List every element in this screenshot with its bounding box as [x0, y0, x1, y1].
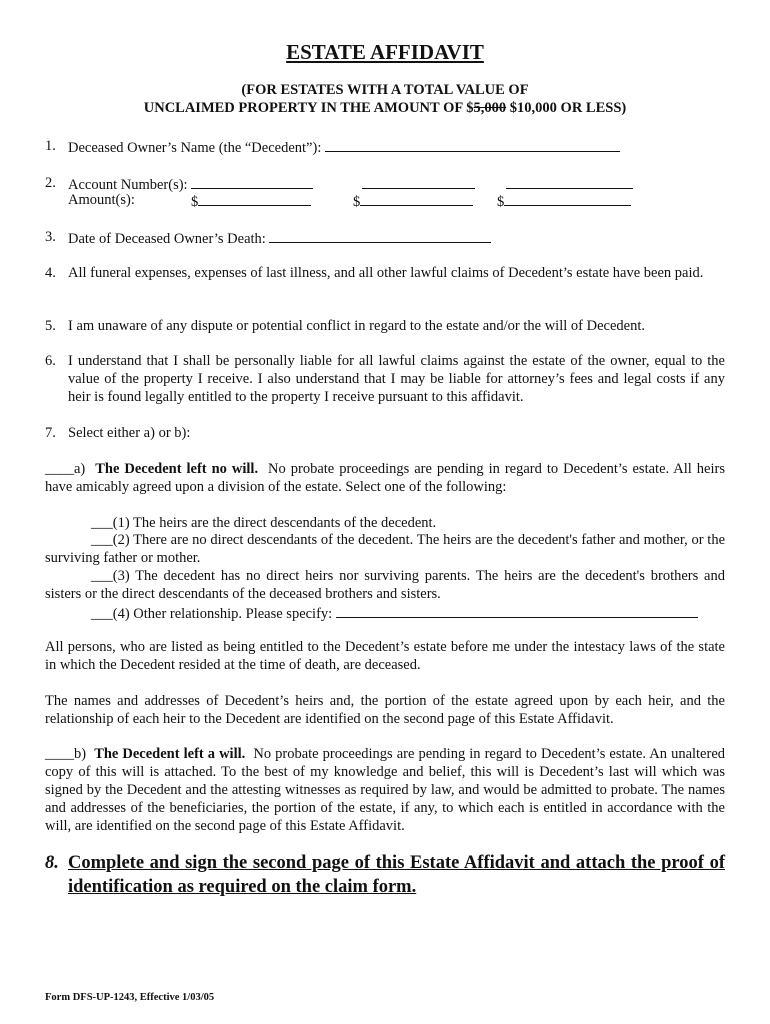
choice-4: ___(4) Other relationship. Please specify:: [91, 603, 698, 623]
struck-amount: 5,000: [473, 100, 507, 116]
choice-1: ___(1) The heirs are the direct descendants of the decedent.: [91, 515, 437, 531]
item-5-number: 5.: [45, 318, 56, 334]
death-date-label: Date of Deceased Owner’s Death:: [68, 228, 491, 248]
account-number-field-1[interactable]: [191, 174, 313, 189]
item-2-number: 2.: [45, 175, 56, 191]
option-b-heading: The Decedent left a will.: [94, 746, 246, 762]
other-relationship-field[interactable]: [336, 603, 698, 618]
choice-3-checkbox[interactable]: ___: [91, 568, 113, 584]
item-6-number: 6.: [45, 353, 56, 369]
amount-field-2[interactable]: [360, 191, 473, 206]
item-4-number: 4.: [45, 265, 56, 281]
choice-2: ___(2) There are no direct descendants of the decedent. The heirs are the decedent's father and mother, or the surviving father or mother.: [45, 532, 725, 566]
choice-4-checkbox[interactable]: ___: [91, 606, 113, 622]
item-4-text: All funeral expenses, expenses of last illness, and all other lawful claims of Decedent’s estate have been paid.: [68, 265, 704, 281]
item-6-text: I understand that I shall be personally liable for all lawful claims against the estate of the owner, equal to the value of the property I receive. I also understand that I may be liable for attorney’s fees and legal costs if any heir is found legally entitled to the property I receive pursuant to this affidavit.: [68, 353, 725, 405]
subtitle-line-2: UNCLAIMED PROPERTY IN THE AMOUNT OF $5,000 $10,000 OR LESS): [143, 100, 627, 116]
item-3-number: 3.: [45, 229, 56, 245]
choice-3: ___(3) The decedent has no direct heirs nor surviving parents. The heirs are the decedent's brothers and sisters or the direct descendants of the deceased brothers and sisters.: [45, 568, 725, 602]
option-b-checkbox[interactable]: ____: [45, 746, 74, 762]
subtitle-line-1: (FOR ESTATES WITH A TOTAL VALUE OF: [241, 82, 529, 98]
amount-3: $: [497, 191, 631, 211]
option-a-checkbox[interactable]: ____: [45, 461, 74, 477]
amount-label: Amount(s):: [68, 192, 135, 208]
form-footer: Form DFS-UP-1243, Effective 1/03/05: [45, 992, 215, 1003]
account-number-field-2[interactable]: [362, 174, 475, 189]
item-5-text: I am unaware of any dispute or potential conflict in regard to the estate and/or the will of Decedent.: [68, 318, 645, 334]
decedent-name-field[interactable]: [325, 137, 620, 152]
account-number-label: Account Number(s):: [68, 174, 313, 194]
item-8-number: 8.: [45, 853, 59, 873]
option-b-paragraph: ____b) The Decedent left a will. No probate proceedings are pending in regard to Decedent’s estate. An unaltered copy of this will is attached. To the best of my knowledge and belief, this will is Decedent’s last will which was signed by the Decedent and the attesting witnesses as required by law, and would be admitted to probate. The names and addresses of the beneficiaries, the portion of the estate, if any, to which each is entitled in accordance with the will, are identified on the second page of this Estate Affidavit.: [45, 746, 726, 834]
choice-2-checkbox[interactable]: ___: [91, 532, 113, 548]
amount-1: $: [191, 191, 311, 211]
amount-field-3[interactable]: [504, 191, 631, 206]
amount-2: $: [353, 191, 473, 211]
option-a-paragraph: ____a) The Decedent left no will. No probate proceedings are pending in regard to Decedent’s estate. All heirs have amicably agreed upon a division of the estate. Select one of the following:: [45, 461, 725, 495]
option-a-heading: The Decedent left no will.: [95, 461, 259, 477]
amount-field-1[interactable]: [198, 191, 311, 206]
item-1-label: Deceased Owner’s Name (the “Decedent”):: [68, 137, 620, 157]
heirs-paragraph: The names and addresses of Decedent’s heirs and, the portion of the estate agreed upon by each heir, and the relationship of each heir to the Decedent are identified on the second page of this Estate Affidavit.: [45, 693, 725, 727]
intestacy-paragraph: All persons, who are listed as being entitled to the Decedent’s estate before me under the intestacy laws of the state in which the Decedent resided at the time of death, are deceased.: [45, 639, 725, 673]
item-7-text: Select either a) or b):: [68, 425, 191, 441]
choice-1-checkbox[interactable]: ___: [91, 515, 113, 531]
item-1-number: 1.: [45, 138, 56, 154]
page-title: ESTATE AFFIDAVIT: [286, 40, 484, 64]
death-date-field[interactable]: [269, 228, 491, 243]
account-number-field-3[interactable]: [506, 174, 633, 189]
item-8-text: Complete and sign the second page of this Estate Affidavit and attach the proof of identification as required on the claim form.: [68, 853, 725, 897]
item-7-number: 7.: [45, 425, 56, 441]
